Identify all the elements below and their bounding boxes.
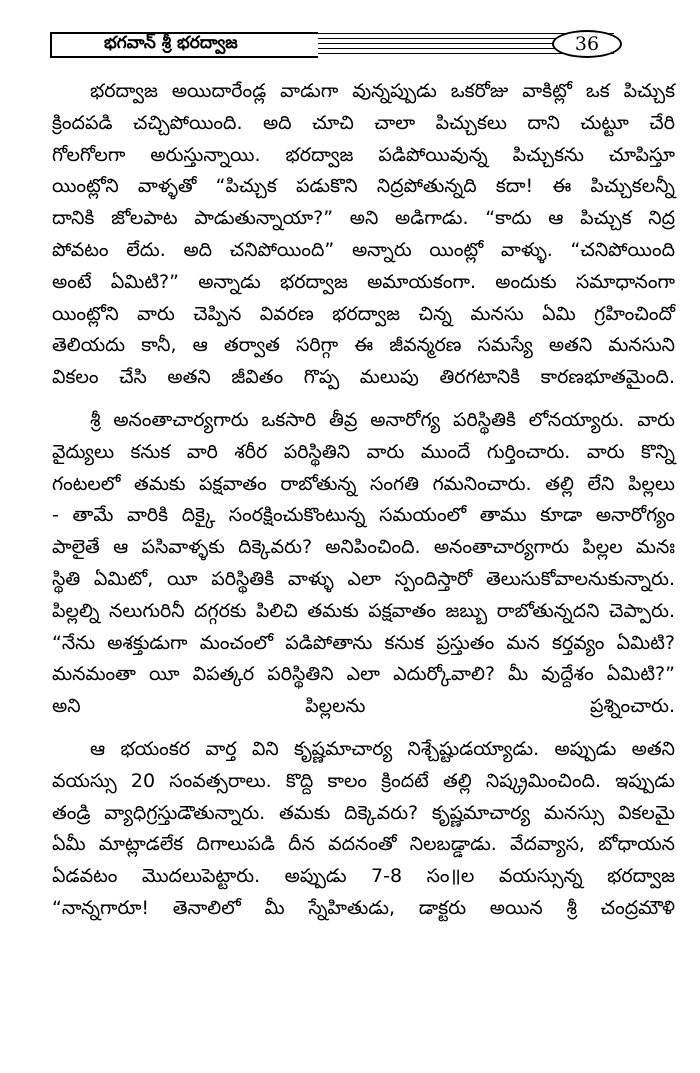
- paragraph-1: [52, 76, 675, 394]
- text-line: అని పిల్లలను ప్రశ్నించారు.: [52, 695, 675, 718]
- text-line: మనమంతా యీ విపత్కర పరిస్థితిని ఎలా ఎదుర్కోవాలి? మీ వుద్దేశం ఏమిటి?”: [52, 663, 675, 686]
- text-line: తెలియదు కానీ, ఆ తర్వాత సరిగ్గా ఈ జీవన్మరణ సమస్యే అతని మనసుని: [52, 334, 675, 357]
- text-line: “నాన్నగారూ! తెనాలిలో మీ స్నేహితుడు, డాక్టరు అయిన శ్రీ చంద్రమౌళి: [52, 896, 675, 919]
- text-line: తండ్రి వ్యాధిగ్రస్తుడౌతున్నారు. తమకు దిక్కెవరు? కృష్ణమాచార్య మనస్సు వికలమై: [52, 801, 675, 824]
- book-title: భగవాన్ శ్రీ భరద్వాజ: [50, 32, 318, 58]
- paragraph-2: [52, 405, 675, 723]
- text-line: పాలైతే ఆ పసివాళ్ళకు దిక్కెవరు? అనిపించింది. అనంతాచార్యగారు పిల్లల మనః: [52, 536, 675, 559]
- text-line: గంటలలో తమకు పక్షవాతం రాబోతున్న సంగతి గమనించారు. తల్లి లేని పిల్లలు: [52, 472, 675, 495]
- page-header: [50, 30, 678, 64]
- text-line: పిల్లల్ని నలుగురినీ దగ్గరకు పిలిచి తమకు పక్షవాతం జబ్బు రాబోతున్నదని చెప్పారు.: [52, 599, 675, 622]
- text-line: దానికి జోలపాట పాడుతున్నాయా?” అని అడిగాడు. “కాదు ఆ పిచ్చుక నిద్ర: [52, 207, 675, 230]
- text-line: పోవటం లేదు. అది చనిపోయింది” అన్నారు యింట్లో వాళ్ళు. “చనిపోయింది: [52, 238, 675, 261]
- text-line: ఏమీ మాట్లాడలేక దిగాలుపడి దీన వదనంతో నిలబడ్డాడు. వేదవ్యాస, బోధాయన: [52, 833, 675, 856]
- text-line: వయస్సు 20 సంవత్సరాలు. కొద్ది కాలం క్రిందటే తల్లి నిష్క్రమించింది. ఇప్పుడు: [52, 769, 675, 792]
- text-line: ఆ భయంకర వార్త విని కృష్ణమాచార్య నిశ్చేష్టుడయ్యాడు. అప్పుడు అతని: [90, 737, 675, 760]
- text-line: ఏడవటం మొదలుపెట్టారు. అప్పుడు 7-8 సం॥ల వయస్సున్న భరద్వాజ: [52, 865, 675, 888]
- page-body: [52, 76, 675, 936]
- page-number: 36: [552, 30, 622, 58]
- text-line: గోలగోలగా అరుస్తున్నాయి. భరద్వాజ పడిపోయివున్న పిచ్చుకను చూపిస్తూ: [52, 143, 675, 166]
- text-line: అంటే ఏమిటి?” అన్నాడు భరద్వాజ అమాయకంగా. అందుకు సమాధానంగా: [52, 270, 675, 293]
- text-line: యింట్లోని వాళ్ళతో “పిచ్చుక పడుకొని నిద్రపోతున్నది కదా! ఈ పిచ్చుకలన్నీ: [52, 175, 675, 198]
- text-line: - తామే వారికి దిక్కై సంరక్షించుకొంటున్న సమయంలో తాము కూడా అనారోగ్యం: [52, 504, 675, 527]
- text-line: భరద్వాజ అయిదారేండ్ల వాడుగా వున్నప్పుడు ఒకరోజు వాకిట్లో ఒక పిచ్చుక: [90, 80, 675, 102]
- text-line: యింట్లోని వారు చెప్పిన వివరణ భరద్వాజ చిన్న మనసు ఏమి గ్రహించిందో: [52, 302, 675, 325]
- paragraph-3: [52, 734, 675, 925]
- text-line: శ్రీ అనంతాచార్యగారు ఒకసారి తీవ్ర అనారోగ్య పరిస్థితికి లోనయ్యారు. వారు: [90, 408, 675, 431]
- text-line: స్థితి ఏమిటో, యీ పరిస్థితికి వాళ్ళు ఎలా స్పందిస్తారో తెలుసుకోవాలనుకున్నారు.: [52, 567, 675, 590]
- text-line: వికలం చేసి అతని జీవితం గొప్ప మలుపు తిరగటానికి కారణభూతమైంది.: [52, 366, 675, 389]
- text-line: “నేను అశక్తుడుగా మంచంలో పడిపోతాను కనుక ప్రస్తుతం మన కర్తవ్యం ఏమిటి?: [52, 631, 675, 654]
- text-line: క్రిందపడి చచ్చిపోయింది. అది చూచి చాలా పిచ్చుకలు దాని చుట్టూ చేరి: [52, 111, 675, 134]
- text-line: వైద్యులు కనుక వారి శరీర పరిస్థితిని వారు ముందే గుర్తించారు. వారు కొన్ని: [52, 440, 675, 463]
